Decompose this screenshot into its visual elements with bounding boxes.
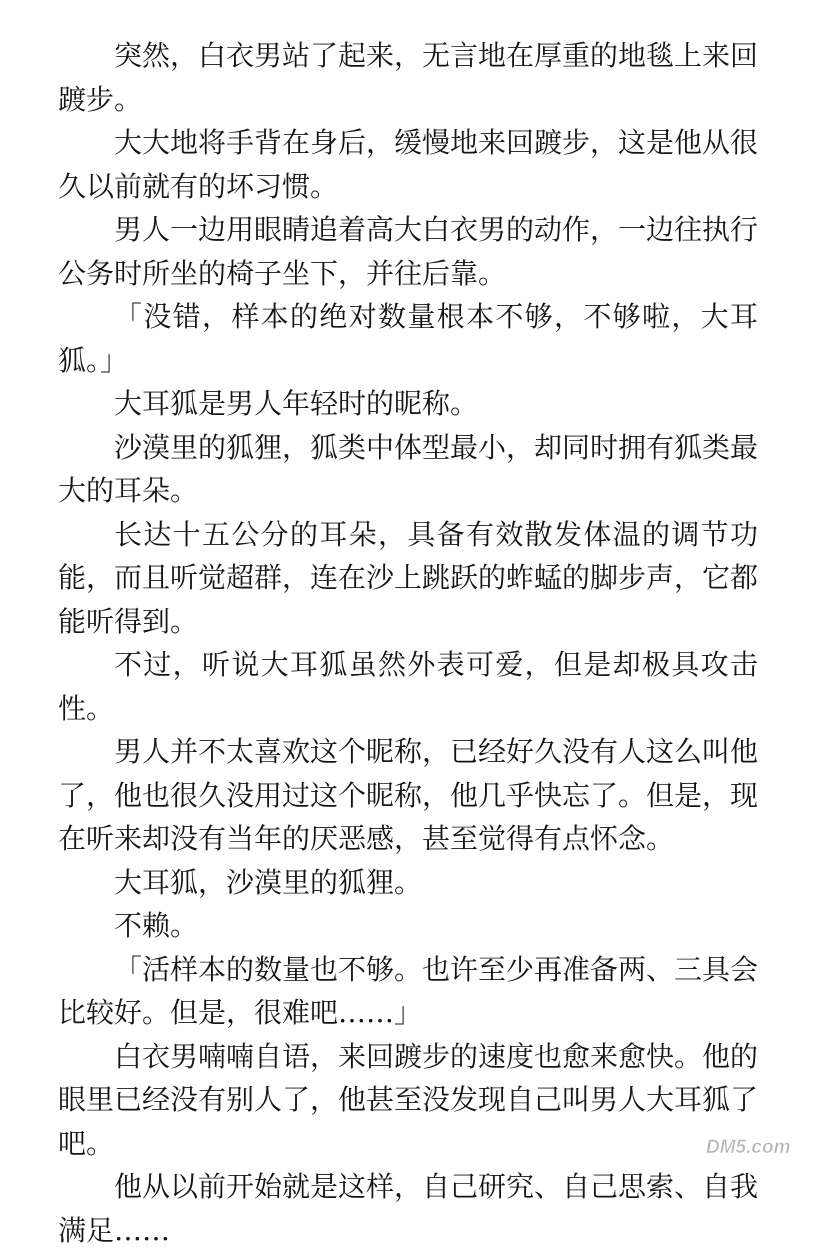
paragraph-13: 白衣男喃喃自语，来回踱步的速度也愈来愈快。他的眼里已经没有别人了，他甚至没发现自己叫男人大耳狐了吧。 xyxy=(58,1039,759,1160)
paragraph-10: 大耳狐，沙漠里的狐狸。 xyxy=(114,865,423,899)
watermark-logo xyxy=(704,1131,814,1161)
paragraph-12: 「活样本的数量也不够。也许至少再准备两、三具会比较好。但是，很难吧……」 xyxy=(58,952,759,1029)
paragraph-4: 「没错，样本的绝对数量根本不够，不够啦，大耳狐。」 xyxy=(58,300,758,377)
paragraph-3: 男人一边用眼睛追着高大白衣男的动作，一边往执行公务时所坐的椅子坐下，并往后靠。 xyxy=(58,213,759,290)
paragraph-14: 他从以前开始就是这样，自己研究、自己思索、自我满足…… xyxy=(58,1170,759,1247)
paragraph-2: 大大地将手背在身后，缓慢地来回踱步，这是他从很久以前就有的坏习惯。 xyxy=(58,126,759,203)
body-text xyxy=(58,34,758,1252)
paragraph-7: 长达十五公分的耳朵，具备有效散发体温的调节功能，而且听觉超群，连在沙上跳跃的蚱蜢的脚步声，它都能听得到。 xyxy=(58,517,759,638)
paragraph-8: 不过，听说大耳狐虽然外表可爱，但是却极具攻击性。 xyxy=(58,648,758,725)
svg-text:DM5.com: DM5.com xyxy=(706,1137,791,1158)
paragraph-11: 不赖。 xyxy=(114,909,199,942)
paragraph-1: 突然，白衣男站了起来，无言地在厚重的地毯上来回踱步。 xyxy=(58,39,759,116)
paragraph-6: 沙漠里的狐狸，狐类中体型最小，却同时拥有狐类最大的耳朵。 xyxy=(58,430,759,507)
paragraph-5: 大耳狐是男人年轻时的昵称。 xyxy=(114,387,479,420)
paragraph-9: 男人并不太喜欢这个昵称，已经好久没有人这么叫他了，他也很久没用过这个昵称，他几乎快忘了。但是，现在听来却没有当年的厌恶感，甚至觉得有点怀念。 xyxy=(58,735,759,855)
